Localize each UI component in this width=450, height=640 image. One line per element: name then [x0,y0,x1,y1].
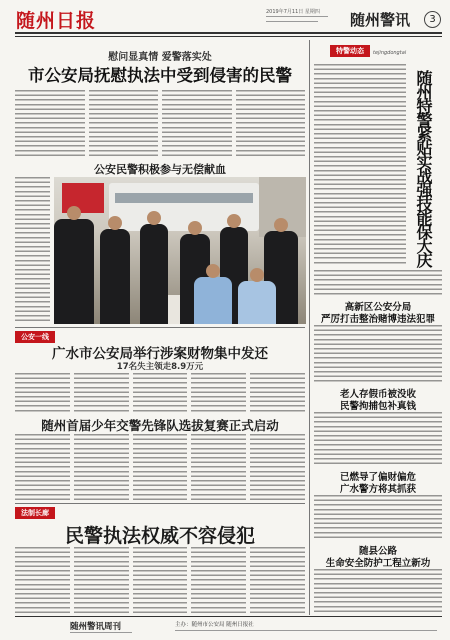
masthead-meta-line [266,21,318,22]
section-tag-pinyin: tejingdongtai [373,50,407,56]
brief-body-text [314,325,442,383]
text-column [133,547,188,613]
section-tag-tejing: 特警动态 [330,45,370,57]
text-column [314,495,442,540]
brief-headline-line1[interactable]: 随县公路 [358,546,397,557]
text-column [191,434,246,500]
text-column [15,373,70,413]
brief-headline-line1[interactable]: 高新区公安分局 [344,302,412,313]
text-column [314,64,406,266]
blood-donation-photo[interactable] [54,177,306,324]
masthead-rule-thin [15,36,442,37]
footer-meta-line [175,630,437,631]
traffic-body-text [15,434,305,500]
text-column [74,434,129,500]
page-section-title: 随州警讯 [350,11,411,29]
brief-headline-line2[interactable]: 民警拘捕包补真钱 [339,401,416,412]
masthead-meta-line [266,16,328,17]
text-column [89,90,159,156]
text-column [15,434,70,500]
text-column [250,547,305,613]
section-divider [15,327,305,328]
brief-headline-line2[interactable]: 严厉打击整治赌博违法犯罪 [320,314,435,325]
footer-title: 随州警讯周刊 [70,622,122,632]
text-column [314,270,442,296]
masthead-rule [15,32,442,34]
brief-headline-line2[interactable]: 广水警方将其抓获 [339,484,416,495]
brief-body-text [314,495,442,540]
lead-headline[interactable]: 市公安局抚慰执法中受到侵害的民警 [28,66,292,85]
text-column [15,547,70,613]
photo-person [54,219,94,324]
text-column [133,434,188,500]
guangshui-subheadline: 17名失主领走8.9万元 [116,362,204,372]
newspaper-logo: 随州日报 [16,10,97,32]
tejing-vertical-headline[interactable]: 随州特警紧贴实战强技能保大庆 [414,70,433,266]
photo-vehicle-windows [115,193,253,203]
photo-donor [194,277,232,324]
footer-sponsor: 主办：随州市公安局 随州日报社 [175,622,254,628]
section-tag-gongan: 公安一线 [15,331,55,343]
section-divider [15,503,305,504]
column-divider [309,40,310,615]
photo-caption[interactable]: 公安民警积极参与无偿献血 [94,163,226,176]
text-column [15,177,50,324]
tejing-body-text-continued [314,270,442,296]
photo-person [100,229,130,324]
text-column [74,547,129,613]
traffic-headline[interactable]: 随州首届少年交警先锋队选拔复赛正式启动 [41,418,279,433]
text-column [236,90,306,156]
lead-kicker: 慰问显真情 爱警落实处 [108,52,212,63]
photo-person [140,224,168,324]
footer-rule [15,616,442,617]
photo-donor [238,281,276,324]
text-column [314,412,442,466]
text-column [191,373,246,413]
brief-headline-line2[interactable]: 生命安全防护工程立新功 [325,558,431,569]
brief-headline-line1[interactable]: 老人存假币被没收 [339,389,416,400]
guangshui-headline[interactable]: 广水市公安局举行涉案财物集中发还 [52,346,268,362]
footer-meta-line [70,632,132,633]
guangshui-body-text [15,373,305,413]
section-tag-fazhi: 法制长廊 [15,507,55,519]
fazhi-headline[interactable]: 民警执法权威不容侵犯 [64,525,255,547]
issue-date: 2019年7月11日 星期四 [266,9,320,15]
tejing-body-text [314,64,406,266]
page-number: 3 [424,11,441,28]
text-column [314,325,442,383]
text-column [15,90,85,156]
text-column [314,569,442,613]
text-column [191,547,246,613]
brief-headline-line1[interactable]: 已燃导了偏财偏危 [339,472,416,483]
text-column [74,373,129,413]
lead-body-text [15,90,305,156]
text-column [250,373,305,413]
side-body-text [15,177,50,324]
text-column [250,434,305,500]
text-column [133,373,188,413]
fazhi-body-text [15,547,305,613]
brief-body-text [314,412,442,466]
brief-body-text [314,569,442,613]
text-column [162,90,232,156]
